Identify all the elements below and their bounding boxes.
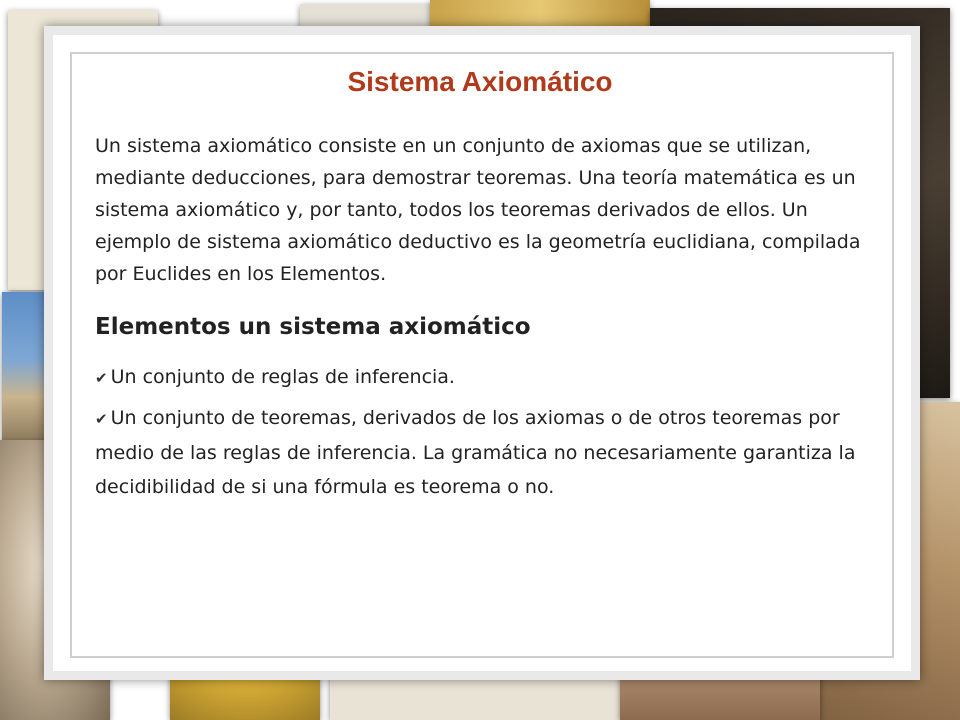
list-item — [95, 360, 895, 395]
section-heading: Elementos un sistema axiomático — [95, 314, 531, 340]
text-panel — [44, 26, 920, 680]
bullet-text: Un conjunto de teoremas, derivados de los axiomas o de otros teoremas por medio de las reglas de inferencia. La gramática no necesariamente garantiza la decidibilidad de si una fórmula es teorema o no. — [95, 407, 856, 498]
check-icon: ✔ — [95, 410, 108, 428]
bullet-list — [95, 360, 895, 510]
check-icon: ✔ — [95, 369, 108, 387]
bullet-text: Un conjunto de reglas de inferencia. — [110, 366, 455, 388]
list-item — [95, 401, 895, 504]
intro-paragraph: Un sistema axiomático consiste en un conjunto de axiomas que se utilizan, mediante deducciones, para demostrar teoremas. Una teoría matemática es un sistema axiomático y, por tanto, todos los teoremas derivados de ellos. Un ejemplo de sistema axiomático deductivo es la geometría euclidiana, compilada por Euclides en los Elementos. — [95, 135, 861, 285]
slide-title: Sistema Axiomático — [347, 66, 613, 97]
